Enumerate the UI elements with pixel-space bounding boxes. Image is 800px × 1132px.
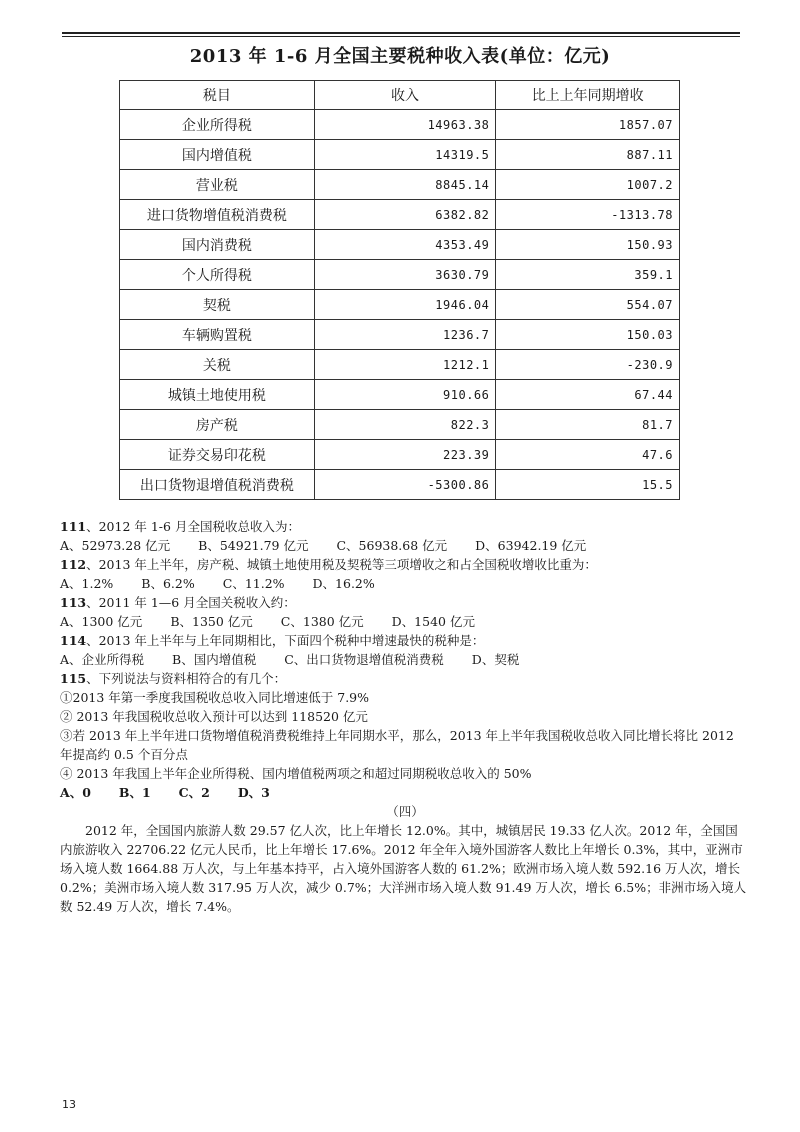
increase-cell: 554.07	[496, 290, 680, 320]
option-d: D、3	[237, 785, 270, 800]
income-cell: 223.39	[314, 440, 496, 470]
increase-cell: 150.93	[496, 230, 680, 260]
income-cell: 6382.82	[314, 200, 496, 230]
table-row	[120, 470, 680, 500]
increase-cell: 887.11	[496, 140, 680, 170]
tax-name-cell: 个人所得税	[120, 260, 315, 290]
options-112	[60, 574, 750, 593]
tax-name-cell: 房产税	[120, 410, 315, 440]
option-d: D、16.2%	[312, 576, 375, 591]
income-cell: 14319.5	[314, 140, 496, 170]
section-label: （四）	[386, 804, 424, 819]
options-114	[60, 650, 750, 669]
option-b: B、1350 亿元	[170, 614, 253, 629]
statement-4: ④ 2013 年我国上半年企业所得税、国内增值税两项之和超过同期税收总收入的 50%	[60, 766, 532, 781]
column-header-increase: 比上上年同期增收	[496, 81, 680, 110]
question-number: 111	[60, 519, 87, 534]
tax-name-cell: 进口货物增值税消费税	[120, 200, 315, 230]
question-111	[60, 517, 750, 536]
tax-name-cell: 国内增值税	[120, 140, 315, 170]
increase-cell: 1007.2	[496, 170, 680, 200]
increase-cell: 47.6	[496, 440, 680, 470]
tax-name-cell: 城镇土地使用税	[120, 380, 315, 410]
top-rule-thin	[62, 36, 740, 37]
option-b: B、国内增值税	[172, 652, 257, 667]
increase-cell: 150.03	[496, 320, 680, 350]
increase-cell: 15.5	[496, 470, 680, 500]
increase-cell: -230.9	[496, 350, 680, 380]
table-row	[120, 110, 680, 140]
income-cell: 4353.49	[314, 230, 496, 260]
question-number: 112	[60, 557, 87, 572]
tax-name-cell: 车辆购置税	[120, 320, 315, 350]
option-b: B、54921.79 亿元	[198, 538, 309, 553]
tax-name-cell: 契税	[120, 290, 315, 320]
passage-paragraph: 2012 年，全国国内旅游人数 29.57 亿人次，比上年增长 12.0%。其中，城镇居民 19.33 亿人次。2012 年，全国国内旅游收入 22706.22 亿元人民币，比上年增长 17.6%。2012 年全年入境外国游客人数比上年增长 0.3%，其中，亚洲市场入境人数 1664.88 万人次，与上年基本持平，占入境外国游客人数的 61.2%；欧洲市场入境人数 592.16 万人次，增长 0.2%；美洲市场入境人数 317.95 万人次，减少 0.7%；大洋洲市场入境人数 91.49 万人次，增长 6.5%；非洲市场入境人数 52.49 万人次，增长 7.4%。	[60, 823, 747, 914]
tax-name-cell: 关税	[120, 350, 315, 380]
income-cell: 3630.79	[314, 260, 496, 290]
table-row	[120, 380, 680, 410]
option-a: A、0	[60, 785, 91, 800]
statement-3: ③若 2013 年上半年进口货物增值税消费税维持上年同期水平，那么，2013 年上半年我国税收总收入同比增长将比 2012 年提高约 0.5 个百分点	[60, 728, 734, 762]
option-a: A、企业所得税	[60, 652, 145, 667]
table-row	[120, 320, 680, 350]
tax-name-cell: 企业所得税	[120, 110, 315, 140]
option-b: B、1	[118, 785, 151, 800]
income-cell: 1236.7	[314, 320, 496, 350]
income-cell: 1946.04	[314, 290, 496, 320]
option-c: C、1380 亿元	[280, 614, 364, 629]
table-row	[120, 200, 680, 230]
table-row	[120, 350, 680, 380]
option-d: D、1540 亿元	[391, 614, 475, 629]
option-c: C、2	[178, 785, 210, 800]
tax-name-cell: 国内消费税	[120, 230, 315, 260]
increase-cell: -1313.78	[496, 200, 680, 230]
question-115	[60, 669, 750, 688]
question-text: 、2012 年 1-6 月全国税收总收入为：	[86, 519, 300, 534]
option-d: D、契税	[471, 652, 520, 667]
table-row	[120, 260, 680, 290]
column-header-income: 收入	[314, 81, 496, 110]
question-112	[60, 555, 750, 574]
tax-name-cell: 营业税	[120, 170, 315, 200]
income-cell: -5300.86	[314, 470, 496, 500]
column-header-item: 税目	[120, 81, 315, 110]
tax-name-cell: 证券交易印花税	[120, 440, 315, 470]
options-111	[60, 536, 750, 555]
increase-cell: 67.44	[496, 380, 680, 410]
option-a: A、52973.28 亿元	[60, 538, 171, 553]
income-cell: 8845.14	[314, 170, 496, 200]
question-number: 115	[60, 671, 87, 686]
table-header-row	[120, 81, 680, 110]
income-cell: 910.66	[314, 380, 496, 410]
options-115	[60, 783, 750, 802]
increase-cell: 1857.07	[496, 110, 680, 140]
tax-table	[119, 80, 680, 500]
increase-cell: 359.1	[496, 260, 680, 290]
question-text: 、2011 年 1—6 月全国关税收入约：	[86, 595, 296, 610]
question-number: 114	[60, 633, 87, 648]
option-b: B、6.2%	[141, 576, 195, 591]
question-114	[60, 631, 750, 650]
option-c: C、出口货物退增值税消费税	[284, 652, 444, 667]
option-a: A、1300 亿元	[60, 614, 143, 629]
table-row	[120, 440, 680, 470]
tax-name-cell: 出口货物退增值税消费税	[120, 470, 315, 500]
table-row	[120, 140, 680, 170]
question-text: 、2013 年上半年，房产税、城镇土地使用税及契税等三项增收之和占全国税收增收比重为：	[86, 557, 597, 572]
options-113	[60, 612, 750, 631]
income-cell: 1212.1	[314, 350, 496, 380]
table-title: 2013 年 1-6 月全国主要税种收入表(单位：亿元)	[189, 46, 611, 67]
questions-block	[60, 517, 750, 916]
top-rule	[62, 32, 740, 34]
statement-2: ② 2013 年我国税收总收入预计可以达到 118520 亿元	[60, 709, 368, 724]
question-text: 、下列说法与资料相符合的有几个：	[86, 671, 287, 686]
question-number: 113	[60, 595, 87, 610]
income-cell: 14963.38	[314, 110, 496, 140]
table-row	[120, 230, 680, 260]
statement-1: ①2013 年第一季度我国税收总收入同比增速低于 7.9%	[60, 690, 370, 705]
table-row	[120, 170, 680, 200]
question-text: 、2013 年上半年与上年同期相比，下面四个税种中增速最快的税种是：	[86, 633, 485, 648]
option-a: A、1.2%	[60, 576, 114, 591]
option-d: D、63942.19 亿元	[475, 538, 587, 553]
table-row	[120, 410, 680, 440]
increase-cell: 81.7	[496, 410, 680, 440]
income-cell: 822.3	[314, 410, 496, 440]
option-c: C、56938.68 亿元	[336, 538, 448, 553]
option-c: C、11.2%	[222, 576, 285, 591]
question-113	[60, 593, 750, 612]
page-number: 13	[62, 1098, 76, 1111]
table-row	[120, 290, 680, 320]
